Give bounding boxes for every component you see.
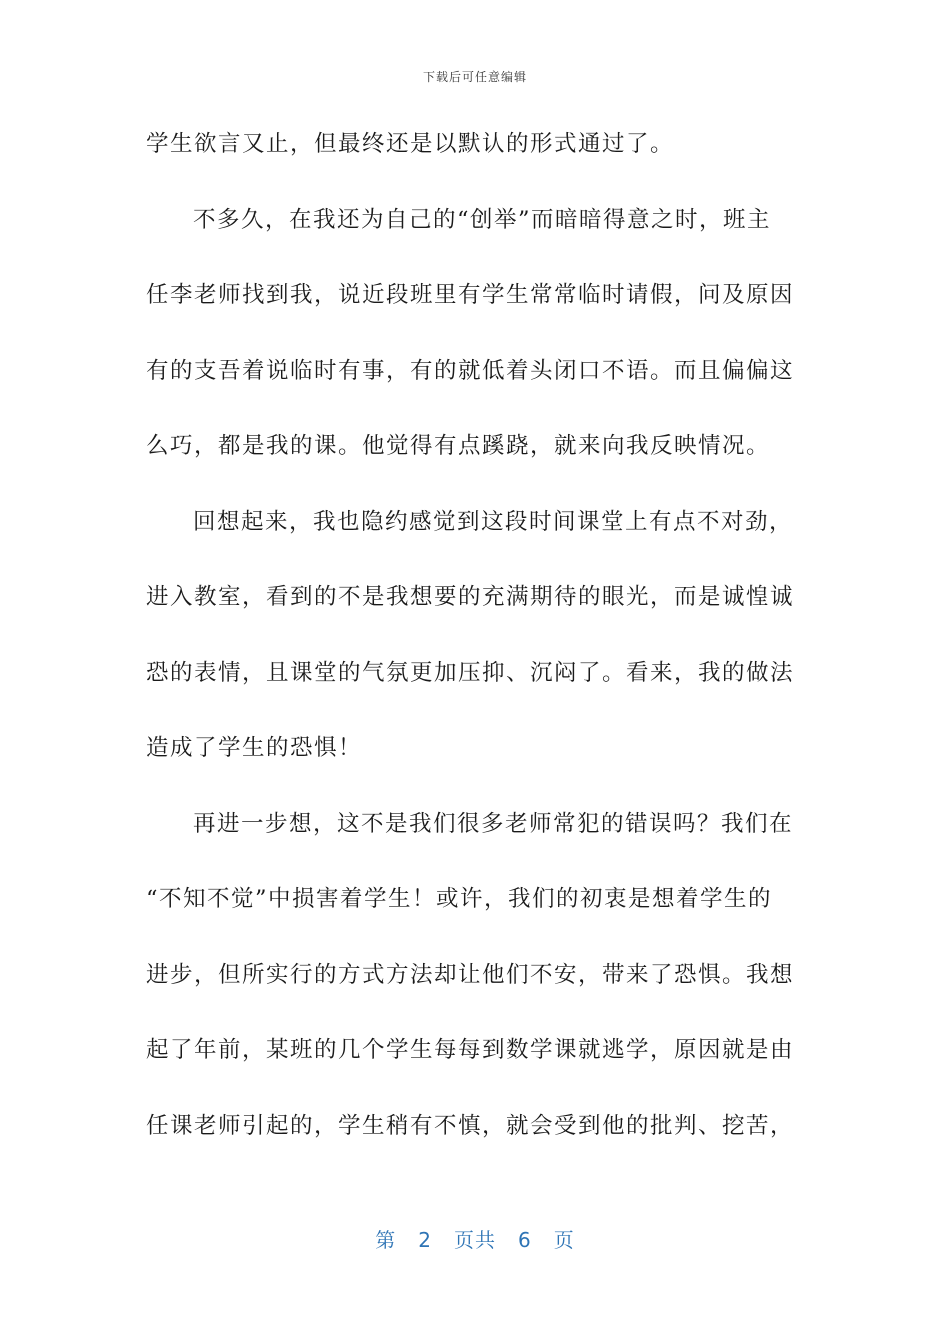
text-line: 进步，但所实行的方式方法却让他们不安，带来了恐惧。我想 — [146, 961, 795, 988]
text-line: 任课老师引起的，学生稍有不慎，就会受到他的批判、挖苦， — [146, 1112, 795, 1139]
text-line: 起了年前，某班的几个学生每每到数学课就逃学，原因就是由 — [146, 1037, 795, 1063]
text-line: 任李老师找到我，说近段班里有学生常常临时请假，问及原因 — [146, 282, 795, 308]
text-line: 造成了学生的恐惧！ — [146, 735, 363, 761]
text-line: 学生欲言又止，但最终还是以默认的形式通过了。 — [146, 131, 675, 157]
header-note: 下载后可任意编辑 — [422, 70, 527, 84]
text-line: 么巧，都是我的课。他觉得有点蹊跷，就来向我反映情况。 — [146, 433, 771, 459]
text-line: “不知不觉”中损害着学生！或许，我们的初衷是想着学生的 — [146, 886, 773, 912]
text-line: 回想起来，我也隐约感觉到这段时间课堂上有点不对劲， — [193, 508, 794, 535]
document-body — [146, 118, 796, 1175]
text-line: 恐的表情，且课堂的气氛更加压抑、沉闷了。看来，我的做法 — [146, 659, 795, 686]
total-pages-number: 6 — [518, 1228, 532, 1252]
text-line: 有的支吾着说临时有事，有的就低着头闭口不语。而且偏偏这 — [146, 357, 795, 384]
text-line: 再进一步想，这不是我们很多老师常犯的错误吗？我们在 — [193, 810, 794, 837]
text-line: 进入教室，看到的不是我想要的充满期待的眼光，而是诚惶诚 — [146, 584, 795, 610]
text-line: 不多久，在我还为自己的“创举”而暗暗得意之时，班主 — [193, 206, 772, 233]
page-footer — [0, 1224, 950, 1253]
footer-suffix: 页 — [553, 1228, 575, 1252]
footer-middle: 页共 — [454, 1228, 496, 1252]
footer-prefix: 第 — [375, 1228, 397, 1252]
current-page-number: 2 — [418, 1228, 432, 1252]
